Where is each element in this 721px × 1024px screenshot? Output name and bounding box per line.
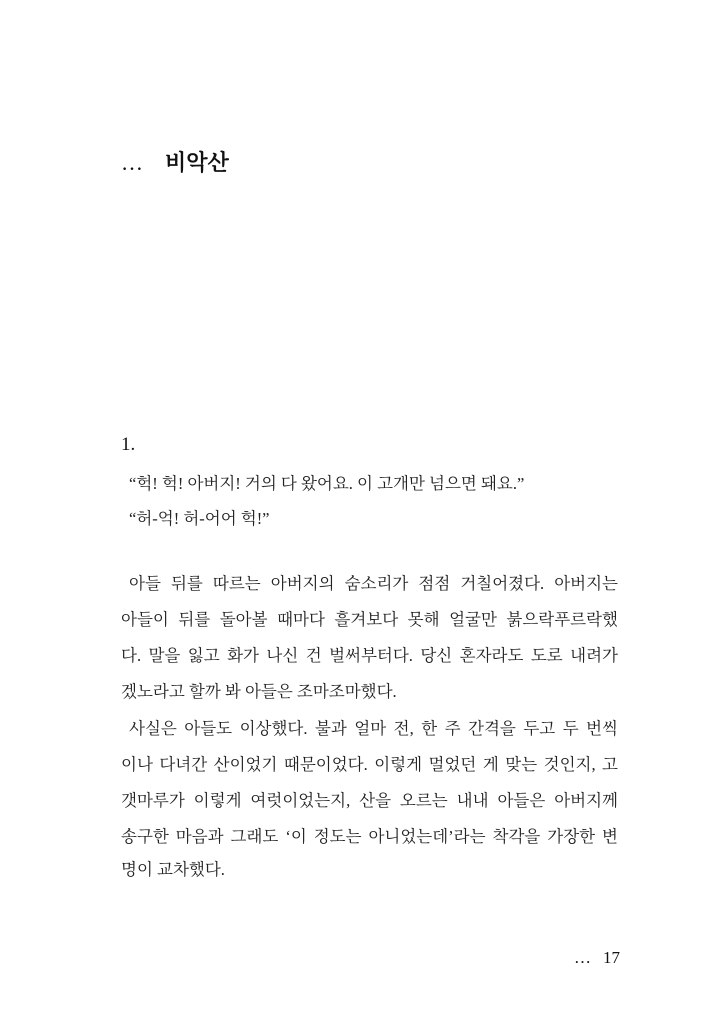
chapter-title: 비악산 xyxy=(165,150,229,175)
chapter-marker: … xyxy=(121,150,143,175)
page-number: 17 xyxy=(603,948,620,967)
body-line: 사실은 아들도 이상했다. 불과 얼마 전, 한 주 간격을 두고 두 번씩 xyxy=(129,719,618,738)
footer-marker: … xyxy=(574,948,591,967)
body-line: 송구한 마음과 그래도 ‘이 정도는 아니었는데’라는 착각을 가장한 변 xyxy=(121,827,618,846)
page-footer xyxy=(574,948,620,968)
body-line: 갯마루가 이렇게 여럿이었는지, 산을 오르는 내내 아들은 아버지께 xyxy=(121,791,618,810)
body-line: 명이 교차했다. xyxy=(121,860,225,879)
body-line: 아들 뒤를 따르는 아버지의 숨소리가 점점 거칠어졌다. 아버지는 xyxy=(129,574,618,593)
section-number: 1. xyxy=(121,434,136,455)
dialogue-line: “허-억! 허-어어 헉!” xyxy=(129,509,270,528)
body-line: 다. 말을 잃고 화가 나신 건 벌써부터다. 당신 혼자라도 도로 내려가 xyxy=(121,646,618,665)
body-line: 아들이 뒤를 돌아볼 때마다 흘겨보다 못해 얼굴만 붉으락푸르락했 xyxy=(121,610,618,629)
body-line: 겠노라고 할까 봐 아들은 조마조마했다. xyxy=(121,682,397,701)
chapter-heading xyxy=(121,146,229,177)
dialogue-line: “헉! 헉! 아버지! 거의 다 왔어요. 이 고개만 넘으면 돼요.” xyxy=(129,474,525,493)
body-line: 이나 다녀간 산이었기 때문이었다. 이렇게 멀었던 게 맞는 것인지, 고 xyxy=(121,755,618,774)
